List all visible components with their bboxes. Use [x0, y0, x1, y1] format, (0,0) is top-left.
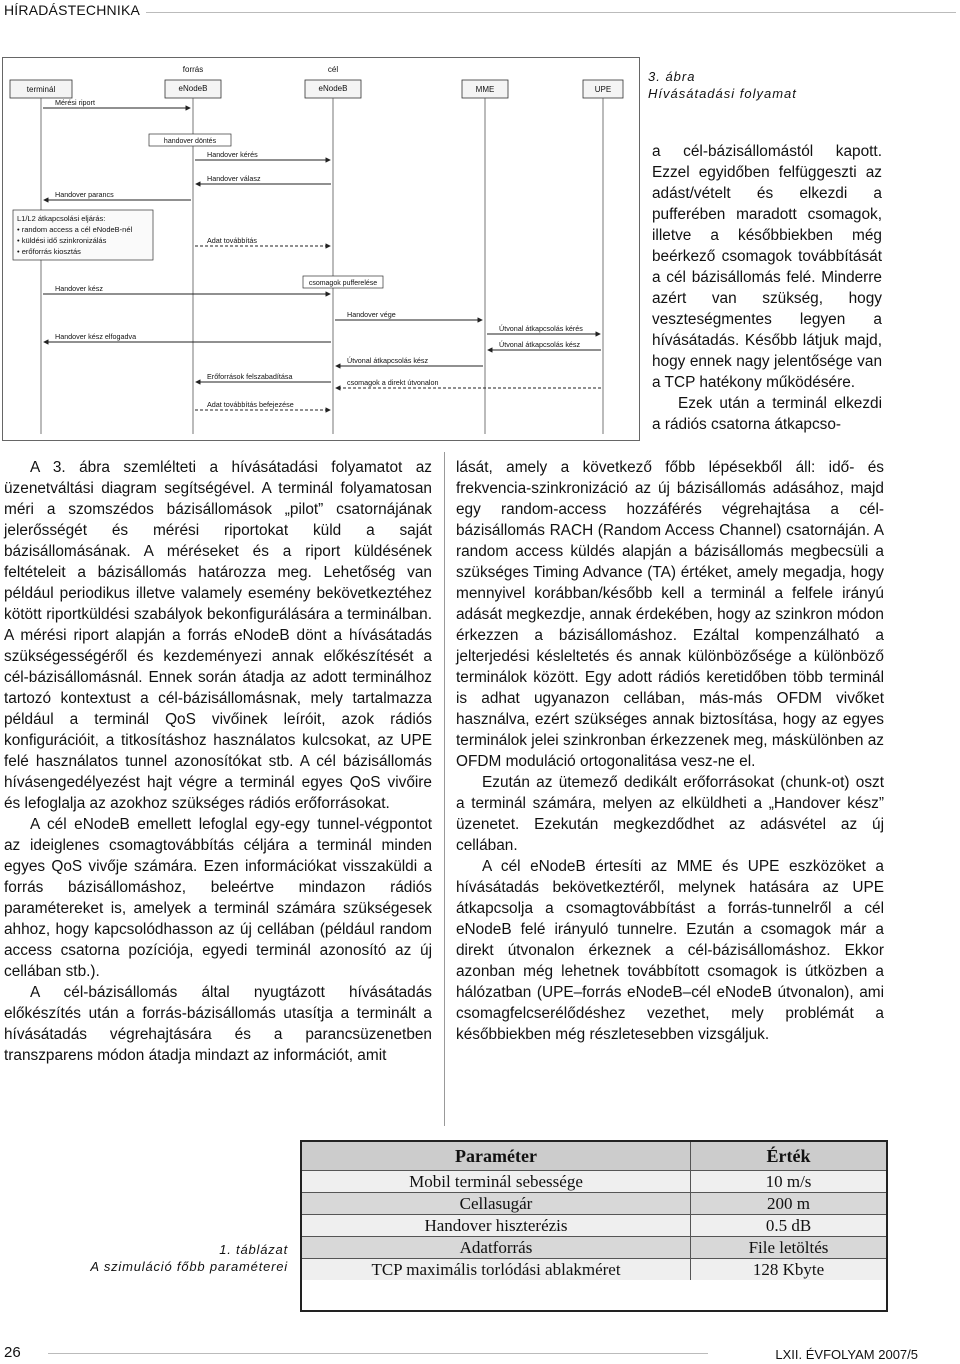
message-label: Útvonal átkapcsolás kérés	[499, 324, 583, 333]
table-cell: Adatforrás	[302, 1237, 691, 1258]
table-row	[302, 1170, 886, 1192]
paragraph: A cél eNodeB értesíti az MME és UPE eszközöket a hívásátadás bekövetkeztéről, melynek hatására az UPE átkapcsolja a csomagtovábbítást a forrás-tunnelről a cél eNodeB felé irányuló tunnelre. Ezután a csomagok már a direkt útvonalon érkeznek a cél-bázisállomáshoz. Ekkor azonban még lehetnek továbbított csomagok is útközben a hálózatban (UPE–forrás eNodeB–cél eNodeB útvonalon), ami csomagfelcserélődéshez vezethet, mely problémát a későbbiekben még részletesebben vizsgáljuk.	[456, 858, 884, 1043]
message-label: Handover parancs	[55, 190, 114, 199]
figure-caption	[648, 68, 797, 102]
table-cell: Handover hiszterézis	[302, 1215, 691, 1236]
figure-caption-title: Hívásátadási folyamat	[648, 86, 797, 101]
note-line: • küldési idő szinkronizálás	[17, 236, 107, 245]
paragraph: a cél-bázisállomástól kapott. Ezzel egyidőben felfüggeszti az adást/vételt és elkezdi a pufferében maradott csomagok, illetve a későbbiekben még beérkező csomagok továbbítását a cél bázisállomás felé. Minderre azért van szükség, hogy veszteségmentes legyen a hívásátadás. Később látjuk majd, hogy ennek nagy jelentősége van a TCP hatékony működésére.	[652, 143, 882, 391]
entity-label: cél	[327, 65, 339, 74]
table-caption	[40, 1241, 288, 1275]
message-label: Útvonal átkapcsolás kész	[499, 340, 581, 349]
message-label: Adat továbbítás befejezése	[207, 400, 294, 409]
footer-rule	[48, 1353, 708, 1354]
message-label: Adat továbbítás	[207, 236, 257, 245]
sequence-diagram	[2, 57, 640, 441]
column-right	[456, 457, 884, 1045]
process-label: handover döntés	[163, 138, 217, 145]
entity-label: eNodeB	[318, 84, 348, 93]
table-row	[302, 1258, 886, 1280]
message-label: Útvonal átkapcsolás kész	[347, 356, 429, 365]
entity-label: MME	[475, 85, 495, 94]
table-header-cell: Érték	[766, 1146, 811, 1166]
parameter-table	[300, 1140, 888, 1312]
paragraph: A cél eNodeB emellett lefoglal egy-egy tunnel-végpontot az ideiglenes csomagtovábbítás céljára a terminál minden egyes QoS vivője számára. Ezen információkat visszaküldi a forrás bázisállomáshoz, beleértve mindazon rádiós paramétereket is, amelyek a terminál számára szükségesek ahhoz, hogy kapcsolódhasson az új cellában (például random access csatorna pozíciója, egyedi terminál azonosító az új cellában stb.).	[4, 816, 432, 980]
process-label: csomagok pufferelése	[308, 280, 378, 287]
volume-label: LXII. ÉVFOLYAM 2007/5	[775, 1347, 918, 1362]
paragraph: Ezután az ütemező dedikált erőforrásokat (chunk-ot) oszt a terminál számára, melyen az elküldheti a „Handover kész” üzenetet. Ezekután megkezdődhet az adásvétel az új cellában.	[456, 774, 884, 854]
table-cell: Cellasugár	[302, 1193, 691, 1214]
table-row	[302, 1214, 886, 1236]
entity-label: UPE	[594, 85, 612, 94]
message-label: Mérési riport	[55, 98, 95, 107]
entity-label: terminál	[26, 85, 56, 94]
note-line: L1/L2 átkapcsolási eljárás:	[17, 214, 106, 223]
table-caption-title: A szimuláció főbb paraméterei	[90, 1259, 288, 1274]
journal-header: HÍRADÁSTECHNIKA	[4, 2, 141, 18]
table-cell: 200 m	[767, 1194, 810, 1213]
column-right-top	[652, 141, 882, 435]
message-label: Handover kérés	[207, 150, 258, 159]
table-cell: 10 m/s	[765, 1172, 812, 1191]
table-cell: File letöltés	[748, 1238, 829, 1257]
paragraph: A cél-bázisállomás által nyugtázott hívásátadás előkészítés után a forrás-bázisállomás utasítja a terminált a hívásátadás végrehajtására és a parancsüzenetben transzparens módon átadja mindazt az információt, amit	[4, 984, 432, 1064]
table-header-cell: Paraméter	[302, 1142, 691, 1170]
figure-caption-number: 3. ábra	[648, 69, 696, 84]
table-cell: Mobil terminál sebessége	[302, 1171, 691, 1192]
table-row	[302, 1236, 886, 1258]
message-label: Handover válasz	[207, 174, 261, 183]
message-label: Erőforrások felszabadítása	[207, 372, 293, 381]
message-label: Handover kész	[55, 284, 103, 293]
table-cell: TCP maximális torlódási ablakméret	[302, 1259, 691, 1280]
column-rule	[444, 452, 445, 1126]
message-label: Handover kész elfogadva	[55, 332, 137, 341]
table-header-row	[302, 1142, 886, 1170]
table-cell: 0.5 dB	[765, 1216, 812, 1235]
header-rule	[146, 12, 956, 13]
note-line: • erőforrás kiosztás	[17, 247, 81, 256]
sequence-diagram-svg	[3, 58, 639, 440]
message-label: csomagok a direkt útvonalon	[347, 378, 439, 387]
entity-label: forrás	[182, 65, 204, 74]
message-label: Handover vége	[347, 310, 396, 319]
table-row	[302, 1192, 886, 1214]
page-number: 26	[4, 1344, 21, 1361]
table-caption-number: 1. táblázat	[219, 1242, 288, 1257]
note-line: • random access a cél eNodeB-nél	[17, 225, 133, 234]
entity-label: eNodeB	[178, 84, 208, 93]
paragraph: lását, amely a következő főbb lépésekből áll: idő- és frekvencia-szinkronizáció az új bázisállomás adásához, majd egy random-access hozzáférés végrehajtása a cél-bázisállomás RACH (Random Access Channel) csatornáján. A random access küldés alapján a bázisállomás megbecsüli a szükséges Timing Advance (TA) értéket, amely megadja, hogy mennyivel korábban/később kell a terminál a felfele irányú adását megkezdje, annak érdekében, hogy az szinkron módon érkezzen a bázisállomáshoz. Ezáltal kompenzálható a jelterjedési késleltetés és annak különbözősége a különböző terminálok között. Egy adott rádiós keretidőben több terminál is adhat ugyanazon cellában, más-más OFDM vivőket használva, ezért szükséges annak biztosítása, hogy az egyes terminálok jelei szinkronban érkezzenek meg, máskülönben az OFDM moduláció ortogonalitása vesz-ne el.	[456, 459, 884, 770]
paragraph: Ezek után a terminál elkezdi a rádiós csatorna átkapcso-	[652, 395, 882, 433]
table-cell: 128 Kbyte	[752, 1260, 825, 1279]
column-left	[4, 457, 432, 1066]
paragraph: A 3. ábra szemlélteti a hívásátadási folyamatot az üzenetváltási diagram segítségével. A terminál folyamatosan méri a szomszédos bázisállomások „pilot” csatornájának jelerősségét és mérési riportokat küld a saját bázisállomásának. A méréseket és a riport küldésének feltételeit a bázisállomás határozza meg. Lehetőség van például periodikus illetve valamely esemény bekövetkeztéhez kötött riportküldési szabályok bekonfigurálására a terminálban. A mérési riport alapján a forrás eNodeB dönt a hívásátadás szükségességéről és kezdeményezi annak előkészítését a cél-bázisállomásnál. Ennek során átadja az adott terminálhoz tartozó kontextust a cél-bázisállomásnak, mely tartalmazza például a terminál QoS vivőinek leíróit, azok rádiós konfigurációit, a titkosításhoz használatos kulcsokat, az UPE felé használatos tunnel azonosítókat stb. A cél bázisállomás hívásengedélyezést hajt végre a terminál egyes QoS vivőire és lefoglalja az azokhoz szükséges rádiós erőforrásokat.	[4, 459, 432, 812]
